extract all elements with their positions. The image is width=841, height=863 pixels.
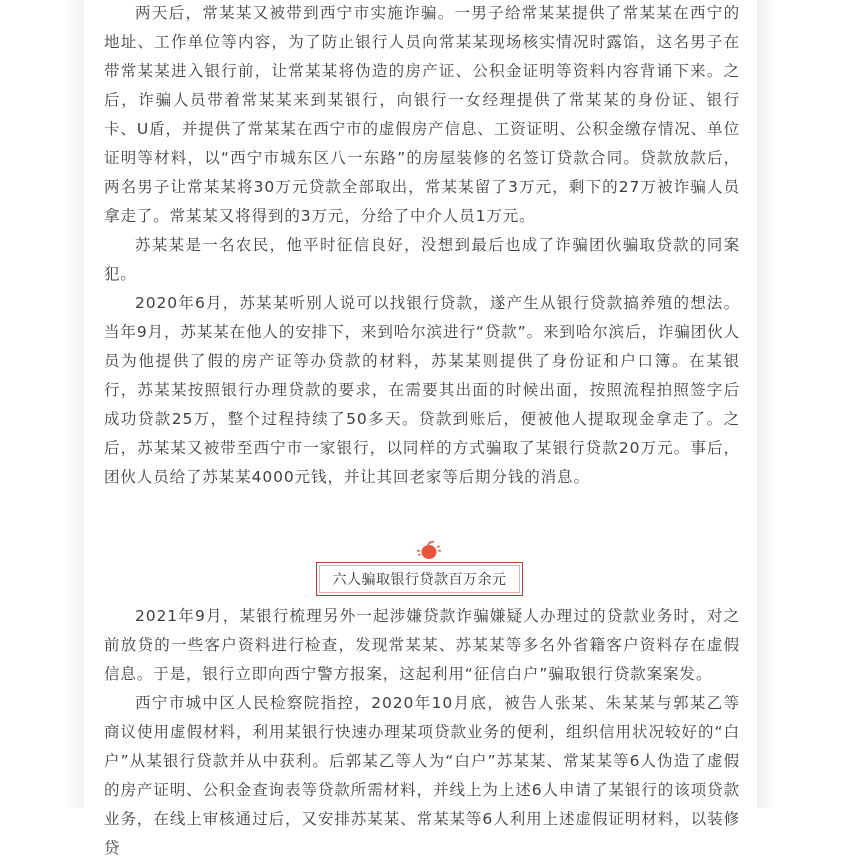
- right-page-shadow: [757, 0, 777, 808]
- paragraph-chang-xining: 两天后，常某某又被带到西宁市实施诈骗。一男子给常某某提供了常某某在西宁的地址、工作单位等内容，为了防止银行人员向常某某现场核实情况时露馅，这名男子在带常某某进入银行前，让常某某将伪造的房产证、公积金证明等资料内容背诵下来。之后，诈骗人员带着常某某来到某银行，向银行一女经理提供了常某某的身份证、银行卡、U盾，并提供了常某某在西宁市的虚假房产信息、工资证明、公积金缴存情况、单位证明等材料，以“西宁市城东区八一东路”的房屋装修的名签订贷款合同。贷款放款后，两名男子让常某某将30万元贷款全部取出，常某某留了3万元，剩下的27万被诈骗人员拿走了。常某某又将得到的3万元，分给了中介人员1万元。: [104, 4, 740, 225]
- paragraph-su-farmer: 苏某某是一名农民，他平时征信良好，没想到最后也成了诈骗团伙骗取贷款的同案犯。: [104, 236, 740, 283]
- section-title-inner-frame: [319, 565, 520, 593]
- article-container: [84, 0, 757, 857]
- section-title-frame: [316, 562, 523, 596]
- paragraph-prosecution: 西宁市城中区人民检察院指控，2020年10月底，被告人张某、朱某某与郭某乙等商议使用虚假材料，利用某银行快速办理某项贷款业务的便利，组织信用状况较好的“白户”从某银行贷款并从中获利。后郭某乙等人为“白户”苏某某、常某某等6人伪造了虚假的房产证明、公积金查询表等贷款所需材料，并线上为上述6人申请了某银行的该项贷款业务，在线上审核通过后，又安排苏某某、常某某等6人利用上述虚假证明材料，以装修贷: [104, 694, 740, 857]
- section-heading-block: [104, 492, 740, 602]
- article-content: [104, 0, 740, 863]
- paragraph-bank-report: 2021年9月，某银行梳理另外一起涉嫌贷款诈骗嫌疑人办理过的贷款业务时，对之前放贷的一些客户资料进行检查，发现常某某、苏某某等多名外省籍客户资料存在虚假信息。于是，银行立即向西宁警方报案，这起利用“征信白户”骗取银行贷款案案发。: [104, 607, 740, 683]
- decorative-orange-fruit-icon: [413, 540, 443, 560]
- paragraph-su-harbin: 2020年6月，苏某某听别人说可以找银行贷款，遂产生从银行贷款搞养殖的想法。当年9月，苏某某在他人的安排下，来到哈尔滨进行“贷款”。来到哈尔滨后，诈骗团伙人员为他提供了假的房产证等办贷款的材料，苏某某则提供了身份证和户口簿。在某银行，苏某某按照银行办理贷款的要求，在需要其出面的时候出面，按照流程拍照签字后成功贷款25万，整个过程持续了50多天。贷款到账后，便被他人提取现金拿走了。之后，苏某某又被带至西宁市一家银行，以同样的方式骗取了某银行贷款20万元。事后，团伙人员给了苏某某4000元钱，并让其回老家等后期分钱的消息。: [104, 294, 740, 486]
- section-title: 六人骗取银行贷款百万余元: [332, 572, 507, 588]
- left-page-shadow: [64, 0, 84, 808]
